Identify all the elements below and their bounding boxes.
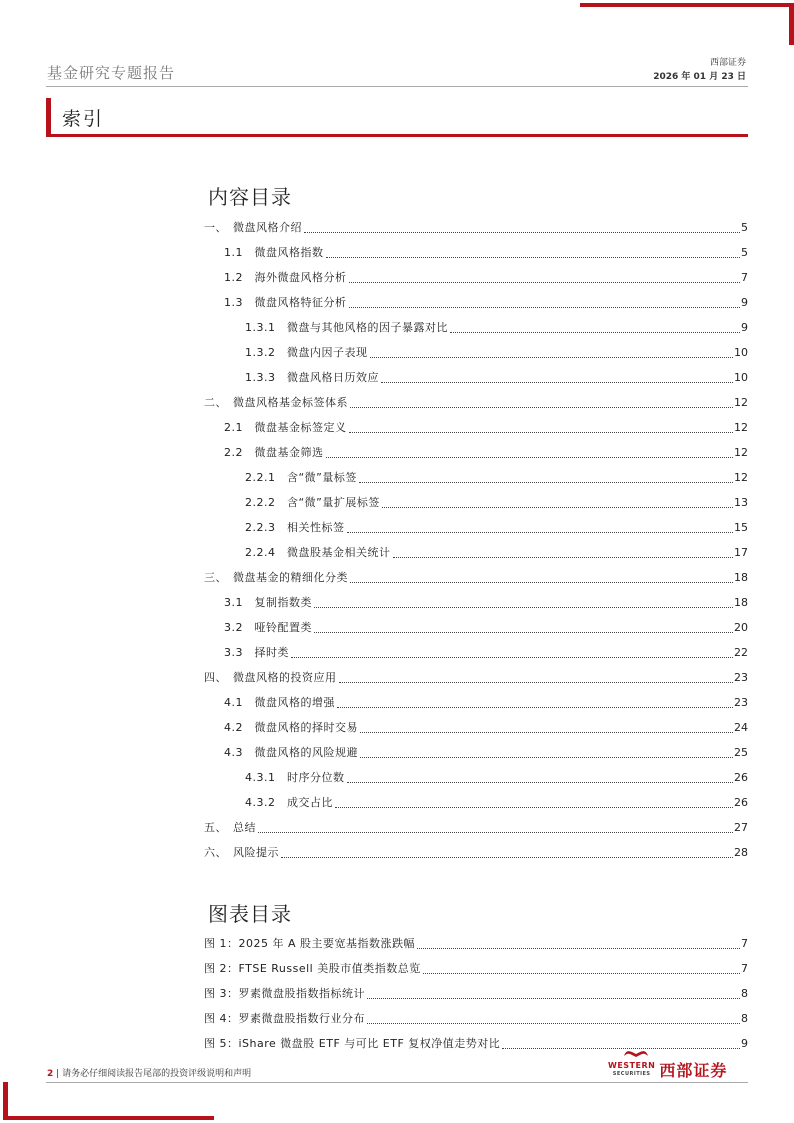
- figure-title: 图 3：罗素微盘股指数指标统计: [204, 987, 365, 1000]
- dot-leader: [349, 282, 741, 283]
- logo-english: [608, 1062, 655, 1078]
- toc-title: 1.1 微盘风格指数: [224, 246, 324, 259]
- toc-page: 23: [734, 671, 748, 684]
- toc-title: 一、 微盘风格介绍: [204, 221, 302, 234]
- toc-entry[interactable]: [202, 239, 748, 264]
- toc-entry[interactable]: [202, 739, 748, 764]
- toc-title: 4.3 微盘风格的风险规避: [224, 746, 358, 759]
- toc-title: 1.3 微盘风格特征分析: [224, 296, 347, 309]
- toc-page: 17: [734, 546, 748, 559]
- dot-leader: [393, 557, 734, 558]
- toc-page: 5: [741, 246, 748, 259]
- figure-page: 7: [741, 937, 748, 950]
- figure-title: 图 2：FTSE Russell 美股市值类指数总览: [204, 962, 421, 975]
- toc-title: 3.2 哑铃配置类: [224, 621, 312, 634]
- toc-page: 5: [741, 221, 748, 234]
- dot-leader: [347, 532, 734, 533]
- toc-page: 10: [734, 346, 748, 359]
- figure-title: 图 5：iShare 微盘股 ETF 与可比 ETF 复权净值走势对比: [204, 1037, 501, 1050]
- logo-english-name: WESTERN: [608, 1060, 656, 1070]
- toc-title: 1.3.3 微盘风格日历效应: [245, 371, 379, 384]
- corner-frame-top: [580, 3, 794, 7]
- footer-disclaimer: 请务必仔细阅读报告尾部的投资评级说明和声明: [62, 1069, 252, 1079]
- footer-note: [47, 1066, 251, 1079]
- dot-leader: [367, 1023, 740, 1024]
- toc-entry[interactable]: [202, 389, 748, 414]
- toc-page: 12: [734, 471, 748, 484]
- toc-page: 22: [734, 646, 748, 659]
- logo-english-sub: SECURITIES: [612, 1070, 651, 1077]
- report-type: 基金研究专题报告: [47, 64, 176, 82]
- toc-page: 12: [734, 446, 748, 459]
- toc-page: 28: [734, 846, 748, 859]
- toc-title: 2.2 微盘基金筛选: [224, 446, 324, 459]
- toc-entry[interactable]: [202, 814, 748, 839]
- dot-leader: [423, 973, 740, 974]
- toc-entry[interactable]: [202, 689, 748, 714]
- toc-title: 五、 总结: [204, 821, 256, 834]
- table-of-contents: [202, 214, 748, 864]
- toc-title: 2.2.2 含“微”量扩展标签: [245, 496, 380, 509]
- company-logo: [608, 1058, 727, 1081]
- dot-leader: [291, 657, 733, 658]
- bull-horns-icon: [622, 1048, 650, 1058]
- dot-leader: [360, 732, 733, 733]
- figure-title: 图 1：2025 年 A 股主要宽基指数涨跌幅: [204, 937, 416, 950]
- toc-page: 10: [734, 371, 748, 384]
- corner-frame-bottom-vertical: [3, 1082, 8, 1120]
- toc-title: 1.2 海外微盘风格分析: [224, 271, 347, 284]
- toc-entry[interactable]: [202, 839, 748, 864]
- dot-leader: [314, 607, 733, 608]
- footer-separator: |: [56, 1069, 60, 1079]
- dot-leader: [281, 857, 733, 858]
- toc-title: 二、 微盘风格基金标签体系: [204, 396, 348, 409]
- toc-page: 26: [734, 771, 748, 784]
- toc-entry[interactable]: [202, 789, 748, 814]
- figure-page: 9: [741, 1037, 748, 1050]
- toc-entry[interactable]: [202, 639, 748, 664]
- dot-leader: [326, 457, 734, 458]
- toc-entry[interactable]: [202, 414, 748, 439]
- toc-title: 4.3.1 时序分位数: [245, 771, 345, 784]
- toc-entry[interactable]: [202, 264, 748, 289]
- dot-leader: [370, 357, 734, 358]
- toc-page: 18: [734, 571, 748, 584]
- toc-title: 3.1 复制指数类: [224, 596, 312, 609]
- toc-title: 4.2 微盘风格的择时交易: [224, 721, 358, 734]
- toc-page: 15: [734, 521, 748, 534]
- dot-leader: [359, 482, 733, 483]
- figure-page: 8: [741, 1012, 748, 1025]
- toc-entry[interactable]: [202, 539, 748, 564]
- figure-entry[interactable]: [202, 955, 748, 980]
- toc-title: 2.1 微盘基金标签定义: [224, 421, 347, 434]
- dot-leader: [335, 807, 733, 808]
- toc-page: 26: [734, 796, 748, 809]
- dot-leader: [337, 707, 733, 708]
- toc-entry[interactable]: [202, 564, 748, 589]
- toc-page: 18: [734, 596, 748, 609]
- toc-heading: 内容目录: [208, 185, 292, 209]
- dot-leader: [367, 998, 740, 999]
- toc-entry[interactable]: [202, 289, 748, 314]
- toc-entry[interactable]: [202, 464, 748, 489]
- toc-title: 2.2.1 含“微”量标签: [245, 471, 357, 484]
- toc-title: 3.3 择时类: [224, 646, 289, 659]
- figure-entry[interactable]: [202, 930, 748, 955]
- toc-entry[interactable]: [202, 714, 748, 739]
- header-divider: [46, 86, 748, 87]
- figure-list: [202, 930, 748, 1055]
- section-divider: [46, 134, 748, 137]
- figure-page: 7: [741, 962, 748, 975]
- toc-title: 4.1 微盘风格的增强: [224, 696, 335, 709]
- header-company: 西部证券: [709, 58, 746, 68]
- dot-leader: [339, 682, 734, 683]
- figure-entry[interactable]: [202, 1030, 748, 1055]
- section-marker: [46, 98, 51, 136]
- toc-title: 2.2.3 相关性标签: [245, 521, 345, 534]
- toc-title: 4.3.2 成交占比: [245, 796, 333, 809]
- toc-entry[interactable]: [202, 339, 748, 364]
- toc-entry[interactable]: [202, 439, 748, 464]
- toc-page: 24: [734, 721, 748, 734]
- footer-divider: [46, 1082, 748, 1083]
- toc-title: 2.2.4 微盘股基金相关统计: [245, 546, 391, 559]
- toc-entry[interactable]: [202, 214, 748, 239]
- figure-page: 8: [741, 987, 748, 1000]
- dot-leader: [258, 832, 733, 833]
- toc-entry[interactable]: [202, 489, 748, 514]
- dot-leader: [417, 948, 740, 949]
- dot-leader: [450, 332, 740, 333]
- dot-leader: [350, 407, 733, 408]
- toc-entry[interactable]: [202, 314, 748, 339]
- toc-page: 9: [741, 321, 748, 334]
- dot-leader: [381, 382, 733, 383]
- figure-entry[interactable]: [202, 980, 748, 1005]
- figure-title: 图 4：罗素微盘股指数行业分布: [204, 1012, 365, 1025]
- toc-title: 四、 微盘风格的投资应用: [204, 671, 337, 684]
- toc-entry[interactable]: [202, 364, 748, 389]
- dot-leader: [347, 782, 734, 783]
- corner-frame-top-vertical: [789, 3, 794, 45]
- dot-leader: [350, 582, 733, 583]
- dot-leader: [349, 432, 734, 433]
- page-number: 2: [47, 1069, 54, 1079]
- toc-entry[interactable]: [202, 664, 748, 689]
- dot-leader: [304, 232, 740, 233]
- toc-page: 12: [734, 396, 748, 409]
- figures-heading: 图表目录: [208, 902, 292, 926]
- toc-title: 1.3.2 微盘内因子表现: [245, 346, 368, 359]
- figure-entry[interactable]: [202, 1005, 748, 1030]
- toc-entry[interactable]: [202, 764, 748, 789]
- toc-entry[interactable]: [202, 514, 748, 539]
- toc-page: 13: [734, 496, 748, 509]
- toc-page: 12: [734, 421, 748, 434]
- toc-entry[interactable]: [202, 614, 748, 639]
- dot-leader: [314, 632, 733, 633]
- toc-title: 1.3.1 微盘与其他风格的因子暴露对比: [245, 321, 448, 334]
- toc-page: 9: [741, 296, 748, 309]
- corner-frame-bottom: [3, 1116, 214, 1120]
- logo-chinese: 西部证券: [659, 1061, 728, 1080]
- toc-title: 六、 风险提示: [204, 846, 279, 859]
- toc-entry[interactable]: [202, 589, 748, 614]
- toc-title: 三、 微盘基金的精细化分类: [204, 571, 348, 584]
- toc-page: 7: [741, 271, 748, 284]
- dot-leader: [326, 257, 741, 258]
- section-title: 索引: [62, 108, 105, 130]
- dot-leader: [360, 757, 733, 758]
- toc-page: 20: [734, 621, 748, 634]
- dot-leader: [349, 307, 741, 308]
- report-date: 2026 年 01 月 23 日: [653, 72, 746, 82]
- toc-page: 27: [734, 821, 748, 834]
- toc-page: 25: [734, 746, 748, 759]
- dot-leader: [382, 507, 733, 508]
- toc-page: 23: [734, 696, 748, 709]
